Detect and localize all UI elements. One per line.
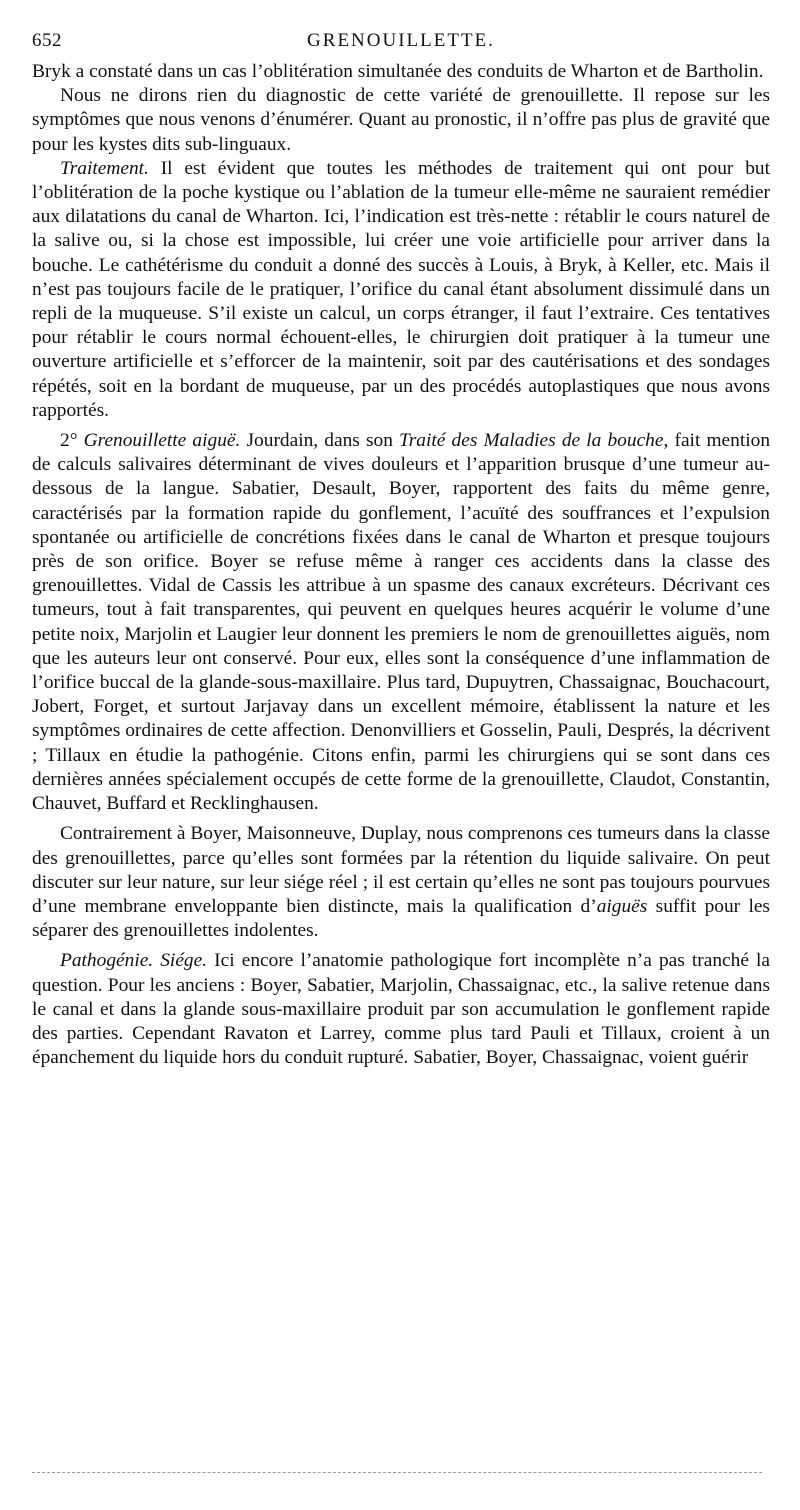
book-page xyxy=(32,30,770,1070)
running-title: GRENOUILLETTE. xyxy=(307,30,495,51)
section-number: 2° xyxy=(60,430,78,452)
body-text xyxy=(32,60,770,1070)
paragraph-grenouillette-aigue xyxy=(32,429,770,816)
section-heading-grenouillette-aigue: Grenouillette aiguë. xyxy=(83,430,241,452)
paragraph-bryk xyxy=(32,60,770,84)
paragraph-text: Nous ne dirons rien du diagnostic de cette variété de grenouillette. Il repose sur les symptômes que nous venons d’énumérer. Quant au pronostic, il n’offre pas plus de gravité que pour les kystes dits sub-linguaux. xyxy=(32,85,770,155)
section-heading-pathogenie: Pathogénie. Siége. xyxy=(60,950,208,972)
paragraph-text: suffit pour les séparer des grenouillettes indolentes. xyxy=(32,895,770,942)
paragraph-contrairement xyxy=(32,822,770,943)
italic-term: aiguës xyxy=(596,895,648,917)
book-title: Traité des Maladies de la bouche xyxy=(399,430,664,452)
paragraph-text: , fait mention de calculs salivaires déterminant de vives douleurs et l’apparition brusque d’une tumeur au-dessous de la langue. Sabatier, Desault, Boyer, rapportent des faits du même genre, caractérisés par la formation rapide du gonflement, l’acuïté des souffrances et l’expulsion spontanée ou artificielle de concrétions fixées dans le canal de Wharton et presque toujours près de son orifice. Boyer se refuse même à ranger ces accidents dans la classe des grenouillettes. Vidal de Cassis les attribue à un spasme des canaux excréteurs. Décrivant ces tumeurs, tout à fait transparentes, qui peuvent en quelques heures acquérir le volume d’une petite noix, Marjolin et Laugier leur donnent les premiers le nom de grenouillettes aiguës, nom que les auteurs leur ont conservé. Pour eux, elles sont la conséquence d’une inflammation de l’orifice buccal de la glande-sous-maxillaire. Plus tard, Dupuytren, Chassaignac, Bouchacourt, Jobert, Forget, et surtout Jarjavay dans un excellent mémoire, établissent la nature et les symptômes ordinaires de cette affection. Denonvilliers et Gosselin, Pauli, Després, la décrivent ; Tillaux en étudie la pathogénie. Citons enfin, parmi les chirurgiens qui se sont dans ces dernières années spécialement occupés de cette forme de la grenouillette, Claudot, Constantin, Chauvet, Buffard et Recklinghausen. xyxy=(32,430,771,815)
paragraph-diagnostic xyxy=(32,84,770,157)
paragraph-text: Bryk a constaté dans un cas l’oblitération simultanée des conduits de Wharton et de Bartholin. xyxy=(32,61,764,82)
paragraph-text: Il est évident que toutes les méthodes de traitement qui ont pour but l’oblitération de la poche kystique ou l’ablation de la tumeur elle-même ne sauraient remédier aux dilatations du canal de Wharton. Ici, l’indication est très-nette : rétablir le cours naturel de la salive ou, si la chose est impossible, lui créer une voie artificielle pour arriver dans la bouche. Le cathétérisme du conduit a donné des succès à Louis, à Bryk, à Keller, etc. Mais il n’est pas toujours facile de le pratiquer, l’orifice du canal étant absolument dissimulé dans un repli de la muqueuse. S’il existe un calcul, un corps étranger, il faut l’extraire. Ces tentatives pour rétablir le cours normal échouent-elles, le chirurgien doit pratiquer à la tumeur une ouverture artificielle et s’efforcer de la maintenir, soit par des cautérisations et des sondages répétés, soit en la bordant de muqueuse, par un des procédés autoplastiques que nous avons rapportés. xyxy=(32,157,770,421)
paragraph-traitement xyxy=(32,157,770,423)
paragraph-pathogenie xyxy=(32,949,770,1070)
page-header xyxy=(32,30,770,60)
page-number: 652 xyxy=(32,30,62,51)
paragraph-text: Ici encore l’anatomie pathologique fort incomplète n’a pas tranché la question. Pour les anciens : Boyer, Sabatier, Marjolin, Chassaignac, etc., la salive retenue dans le canal et dans la glande sous-maxillaire produit par son accumulation le gonflement rapide des parties. Cependant Ravaton et Larrey, comme plus tard Pauli et Tillaux, croient à un épanchement du liquide hors du conduit rupturé. Sabatier, Boyer, Chassaignac, voient guérir xyxy=(32,950,771,1069)
section-heading-traitement: Traitement. xyxy=(60,157,149,179)
paragraph-text: Jourdain, dans son xyxy=(240,430,400,452)
paragraph-text: Contrairement à Boyer, Maisonneuve, Duplay, nous comprenons ces tumeurs dans la classe des grenouillettes, parce qu’elles sont formées par la rétention du liquide salivaire. On peut discuter sur leur nature, sur leur siége réel ; il est certain qu’elles ne sont pas toujours pourvues d’une membrane enveloppante bien distincte, mais la qualification d’ xyxy=(32,823,770,917)
footer-rule xyxy=(32,1472,762,1473)
